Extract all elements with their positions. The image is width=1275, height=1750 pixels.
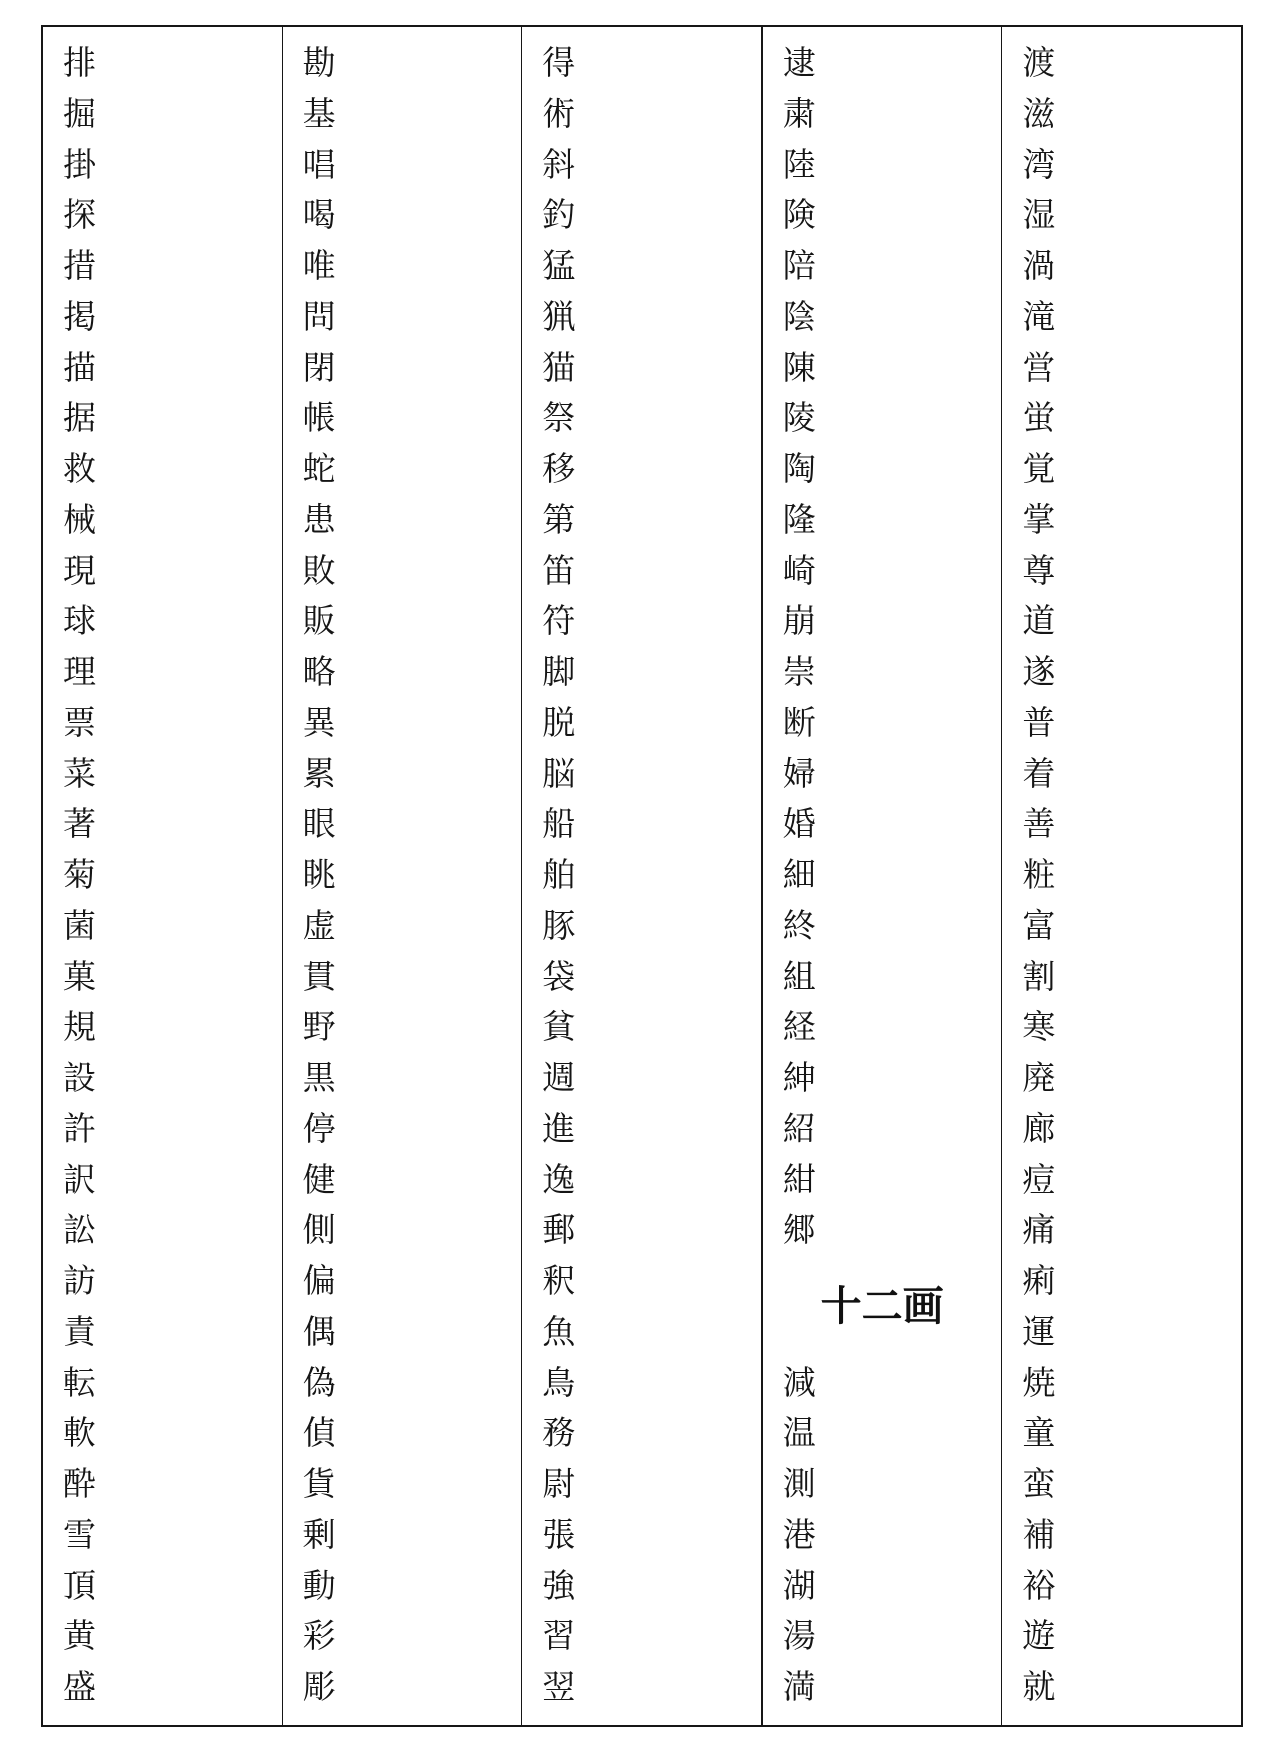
kanji-cell: 険 [782, 195, 816, 235]
kanji-cell: 掘 [63, 93, 96, 133]
kanji-cell: 袋 [542, 956, 576, 996]
kanji-cell: 補 [1022, 1514, 1056, 1554]
stroke-count-heading: 十二画 [820, 1282, 944, 1330]
kanji-cell: 貨 [302, 1464, 336, 1503]
kanji-cell: 据 [63, 398, 96, 438]
kanji-cell: 脱 [542, 702, 576, 742]
kanji-cell: 測 [782, 1464, 816, 1504]
kanji-cell: 陪 [782, 246, 816, 285]
kanji-cell: 許 [63, 1108, 96, 1148]
kanji-cell: 進 [542, 1108, 576, 1148]
kanji-cell: 第 [542, 499, 576, 539]
kanji-cell: 球 [63, 601, 96, 641]
kanji-cell: 彫 [302, 1667, 336, 1706]
kanji-cell: 湾 [1022, 144, 1056, 184]
kanji-cell: 渦 [1022, 246, 1056, 285]
kanji-cell: 救 [63, 449, 96, 488]
kanji-cell: 尊 [1022, 550, 1056, 590]
kanji-cell: 帳 [302, 398, 336, 438]
kanji-cell: 経 [782, 1007, 816, 1047]
kanji-cell: 黄 [63, 1616, 96, 1656]
kanji-column [521, 27, 761, 1725]
kanji-cell: 探 [63, 195, 96, 235]
kanji-cell: 訪 [63, 1261, 96, 1300]
kanji-cell: 鳥 [542, 1362, 576, 1402]
kanji-cell: 健 [302, 1159, 336, 1199]
kanji-cell: 紹 [782, 1108, 816, 1148]
kanji-cell: 票 [63, 702, 96, 742]
kanji-cell: 蛇 [302, 449, 336, 488]
kanji-cell: 偵 [302, 1413, 336, 1453]
kanji-cell: 停 [302, 1108, 336, 1148]
kanji-cell: 患 [302, 499, 336, 539]
kanji-cell: 問 [302, 296, 336, 336]
kanji-cell: 湖 [782, 1565, 816, 1605]
kanji-cell: 菊 [63, 855, 96, 894]
kanji-cell: 菌 [63, 905, 96, 945]
kanji-cell: 紳 [782, 1058, 816, 1097]
kanji-cell: 裕 [1022, 1565, 1056, 1605]
kanji-cell: 猛 [542, 246, 576, 285]
kanji-cell: 猟 [542, 296, 576, 336]
kanji-cell: 善 [1022, 804, 1056, 844]
kanji-table [41, 25, 1243, 1727]
kanji-cell: 偽 [302, 1362, 336, 1402]
kanji-cell: 偏 [302, 1261, 336, 1300]
kanji-cell: 責 [63, 1311, 96, 1351]
kanji-cell: 基 [302, 93, 336, 133]
kanji-cell: 措 [63, 246, 96, 285]
kanji-cell: 剰 [302, 1514, 336, 1554]
kanji-cell: 描 [63, 347, 96, 387]
kanji-cell: 盛 [63, 1667, 96, 1706]
kanji-cell: 務 [542, 1413, 576, 1453]
kanji-cell: 遊 [1022, 1616, 1056, 1656]
kanji-cell: 喝 [302, 195, 336, 235]
kanji-cell: 舶 [542, 855, 576, 894]
kanji-column [282, 27, 522, 1725]
kanji-cell: 婚 [782, 804, 816, 844]
kanji-cell: 着 [1022, 753, 1056, 793]
kanji-cell: 貧 [542, 1007, 576, 1047]
kanji-cell: 動 [302, 1565, 336, 1605]
kanji-cell: 豚 [542, 905, 576, 945]
kanji-cell: 訳 [63, 1159, 96, 1199]
kanji-cell: 週 [542, 1058, 576, 1097]
kanji-cell: 減 [782, 1362, 816, 1402]
kanji-cell: 廃 [1022, 1058, 1056, 1097]
kanji-cell: 眺 [302, 855, 336, 894]
kanji-cell: 偶 [302, 1311, 336, 1351]
kanji-cell: 営 [1022, 347, 1056, 387]
kanji-cell: 異 [302, 702, 336, 742]
kanji-cell: 猫 [542, 347, 576, 387]
kanji-cell: 術 [542, 93, 576, 133]
kanji-cell: 婦 [782, 753, 816, 793]
kanji-cell: 崇 [782, 652, 816, 691]
kanji-cell: 粧 [1022, 855, 1056, 894]
kanji-cell: 掌 [1022, 499, 1056, 539]
kanji-cell: 細 [782, 855, 816, 894]
kanji-cell: 痢 [1022, 1261, 1056, 1300]
kanji-cell: 釈 [542, 1261, 576, 1300]
kanji-cell: 側 [302, 1210, 336, 1250]
kanji-cell: 渡 [1022, 43, 1056, 82]
kanji-cell: 祭 [542, 398, 576, 438]
kanji-cell: 閉 [302, 347, 336, 387]
kanji-cell: 郵 [542, 1210, 576, 1250]
kanji-cell: 眼 [302, 804, 336, 844]
kanji-cell: 陸 [782, 144, 816, 184]
kanji-cell: 釣 [542, 195, 576, 235]
kanji-cell: 酔 [63, 1464, 96, 1503]
kanji-cell: 崩 [782, 601, 816, 641]
kanji-cell: 終 [782, 905, 816, 945]
kanji-cell: 痛 [1022, 1210, 1056, 1250]
kanji-cell: 掛 [63, 144, 96, 184]
kanji-cell: 械 [63, 499, 96, 539]
kanji-cell: 菜 [63, 753, 96, 793]
kanji-cell: 雪 [63, 1514, 96, 1554]
kanji-cell: 滝 [1022, 296, 1056, 336]
kanji-cell: 強 [542, 1565, 576, 1605]
kanji-cell: 敗 [302, 550, 336, 590]
kanji-cell: 貫 [302, 956, 336, 996]
kanji-column [761, 27, 1002, 1725]
kanji-cell: 童 [1022, 1413, 1056, 1453]
kanji-cell: 脚 [542, 652, 576, 691]
kanji-cell: 転 [63, 1362, 96, 1402]
kanji-cell: 笛 [542, 550, 576, 590]
kanji-cell: 彩 [302, 1616, 336, 1656]
kanji-cell: 蛍 [1022, 398, 1056, 438]
kanji-cell: 遂 [1022, 652, 1056, 691]
kanji-cell: 郷 [782, 1210, 816, 1250]
kanji-cell: 得 [542, 43, 576, 82]
kanji-cell: 陰 [782, 296, 816, 336]
kanji-cell: 陳 [782, 347, 816, 387]
kanji-cell: 陶 [782, 449, 816, 488]
kanji-cell: 略 [302, 652, 336, 691]
kanji-cell: 普 [1022, 702, 1056, 742]
kanji-cell: 滋 [1022, 93, 1056, 133]
kanji-cell: 道 [1022, 601, 1056, 641]
kanji-cell: 虚 [302, 905, 336, 945]
kanji-cell: 頂 [63, 1565, 96, 1605]
kanji-cell: 就 [1022, 1667, 1056, 1706]
kanji-cell: 菓 [63, 956, 96, 996]
kanji-cell: 断 [782, 702, 816, 742]
kanji-cell: 符 [542, 601, 576, 641]
kanji-cell: 累 [302, 753, 336, 793]
kanji-cell: 焼 [1022, 1362, 1056, 1402]
kanji-cell: 蛮 [1022, 1464, 1056, 1503]
kanji-cell: 黒 [302, 1058, 336, 1097]
kanji-cell: 逮 [782, 43, 816, 82]
kanji-cell: 温 [782, 1413, 816, 1453]
kanji-cell: 運 [1022, 1311, 1056, 1351]
kanji-cell: 販 [302, 601, 336, 641]
kanji-cell: 港 [782, 1514, 816, 1554]
kanji-cell: 排 [63, 43, 96, 82]
kanji-cell: 軟 [63, 1413, 96, 1453]
kanji-cell: 隆 [782, 499, 816, 539]
kanji-cell: 理 [63, 652, 96, 691]
kanji-cell: 唱 [302, 144, 336, 184]
kanji-cell: 斜 [542, 144, 576, 184]
kanji-cell: 湿 [1022, 195, 1056, 235]
kanji-cell: 陵 [782, 398, 816, 438]
kanji-cell: 規 [63, 1007, 96, 1047]
kanji-cell: 勘 [302, 43, 336, 82]
kanji-column [43, 27, 282, 1725]
kanji-column [1001, 27, 1241, 1725]
kanji-cell: 魚 [542, 1311, 576, 1351]
kanji-cell: 組 [782, 956, 816, 996]
kanji-cell: 粛 [782, 93, 816, 133]
kanji-cell: 覚 [1022, 449, 1056, 488]
kanji-cell: 寒 [1022, 1007, 1056, 1047]
kanji-cell: 満 [782, 1667, 816, 1707]
kanji-cell: 著 [63, 804, 96, 844]
kanji-cell: 廊 [1022, 1108, 1056, 1148]
kanji-cell: 湯 [782, 1616, 816, 1656]
kanji-cell: 唯 [302, 246, 336, 285]
kanji-cell: 富 [1022, 905, 1056, 945]
kanji-cell: 掲 [63, 296, 96, 336]
kanji-cell: 習 [542, 1616, 576, 1656]
kanji-cell: 船 [542, 804, 576, 844]
kanji-cell: 訟 [63, 1210, 96, 1250]
kanji-cell: 翌 [542, 1667, 576, 1706]
kanji-cell: 崎 [782, 550, 816, 590]
kanji-cell: 現 [63, 550, 96, 590]
kanji-cell: 逸 [542, 1159, 576, 1199]
kanji-cell: 野 [302, 1007, 336, 1047]
kanji-cell: 設 [63, 1058, 96, 1097]
kanji-cell: 紺 [782, 1159, 816, 1199]
kanji-cell: 移 [542, 449, 576, 488]
kanji-cell: 痘 [1022, 1159, 1056, 1199]
kanji-cell: 脳 [542, 753, 576, 793]
kanji-cell: 尉 [542, 1464, 576, 1503]
kanji-cell: 割 [1022, 956, 1056, 996]
kanji-cell: 張 [542, 1514, 576, 1554]
